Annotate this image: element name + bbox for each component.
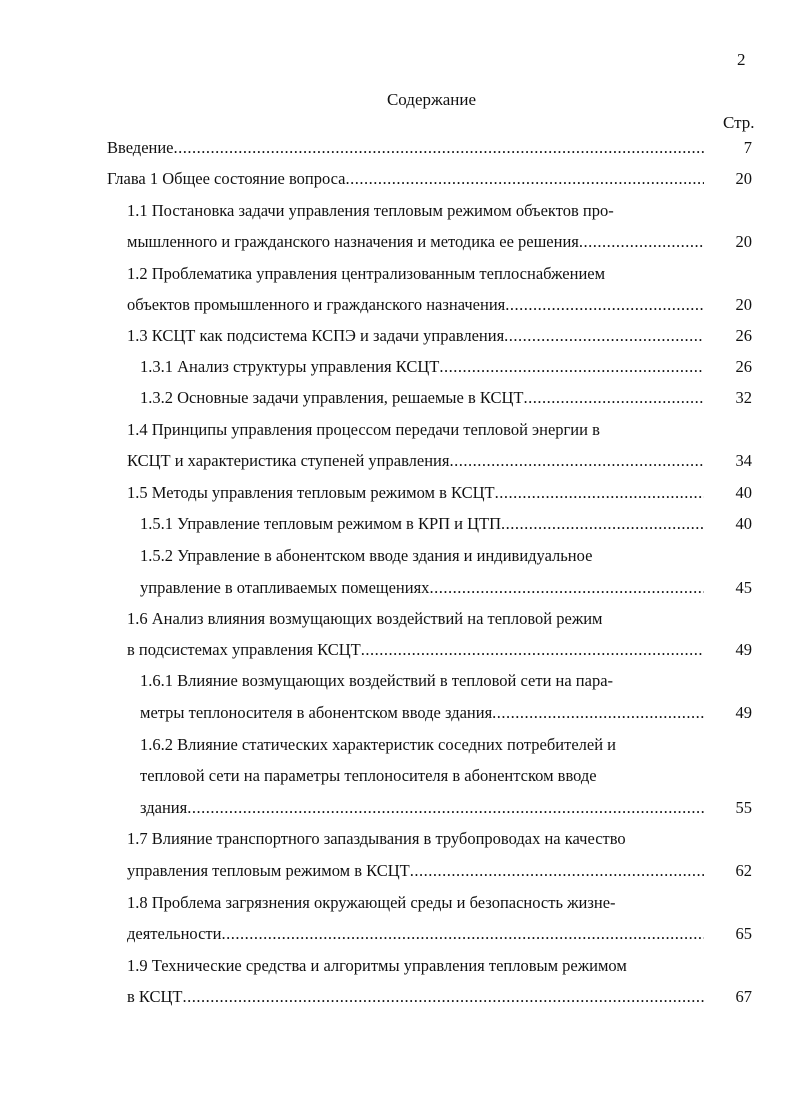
toc-entry-text: 1.5 Методы управления тепловым режимом в КСЦТ bbox=[127, 483, 495, 502]
toc-entry-text: Введение bbox=[107, 138, 174, 157]
toc-entry-s1-1b bbox=[127, 230, 752, 254]
toc-entry-text: управление в отапливаемых помещениях bbox=[140, 578, 430, 597]
dot-leader bbox=[410, 859, 704, 883]
dot-leader bbox=[187, 796, 704, 820]
toc-entry-page: 40 bbox=[735, 483, 752, 502]
toc-entry-s1-9b bbox=[127, 985, 752, 1009]
toc-entry-text: 1.6 Анализ влияния возмущающих воздействий на тепловой режим bbox=[127, 609, 603, 628]
toc-entry-page: 26 bbox=[735, 326, 752, 345]
toc-entry-text: в подсистемах управления КСЦТ bbox=[127, 640, 361, 659]
toc-entry-text: 1.6.1 Влияние возмущающих воздействий в тепловой сети на пара- bbox=[140, 671, 614, 690]
dot-leader bbox=[346, 167, 705, 191]
toc-entry-text: 1.5.2 Управление в абонентском вводе здания и индивидуальное bbox=[140, 546, 593, 565]
dot-leader bbox=[183, 985, 704, 1009]
toc-entry-s1-3-1 bbox=[140, 355, 752, 379]
toc-entry-page: 49 bbox=[735, 703, 752, 722]
dot-leader bbox=[221, 922, 704, 946]
toc-entry-text: деятельности bbox=[127, 924, 222, 943]
toc-entry-s1-6-2c bbox=[140, 796, 752, 820]
toc-entry-intro bbox=[107, 136, 752, 160]
toc-entry-s1-4a bbox=[127, 418, 680, 442]
toc-entry-s1-8a bbox=[127, 891, 690, 915]
dot-leader bbox=[449, 449, 704, 473]
toc-entry-s1-1a bbox=[127, 199, 712, 223]
dot-leader bbox=[523, 386, 704, 410]
toc-entry-page: 62 bbox=[735, 861, 752, 880]
dot-leader bbox=[495, 481, 704, 505]
toc-entry-text: объектов промышленного и гражданского назначения bbox=[127, 295, 506, 314]
page-column-label: Стр. bbox=[723, 113, 755, 132]
toc-entry-text: 1.3.1 Анализ структуры управления КСЦТ bbox=[140, 357, 440, 376]
toc-entry-s1-6-2a bbox=[140, 733, 700, 757]
toc-entry-text: мышленного и гражданского назначения и методика ее решения bbox=[127, 232, 579, 251]
toc-entry-text: 1.9 Технические средства и алгоритмы управления тепловым режимом bbox=[127, 956, 627, 975]
toc-entry-s1-9a bbox=[127, 954, 700, 978]
toc-entry-s1-6-2b bbox=[140, 764, 680, 788]
toc-entry-s1-7b bbox=[127, 859, 752, 883]
toc-entry-s1-5 bbox=[127, 481, 752, 505]
toc-entry-text: 1.7 Влияние транспортного запаздывания в трубопроводах на качество bbox=[127, 829, 626, 848]
toc-entry-s1-6a bbox=[127, 607, 680, 631]
toc-entry-text: 1.5.1 Управление тепловым режимом в КРП и ЦТП bbox=[140, 514, 502, 533]
toc-entry-s1-5-1 bbox=[140, 512, 752, 536]
toc-entry-page: 67 bbox=[735, 987, 752, 1006]
toc-entry-text: 1.6.2 Влияние статических характеристик соседних потребителей и bbox=[140, 735, 616, 754]
dot-leader bbox=[439, 355, 704, 379]
dot-leader bbox=[174, 136, 704, 160]
toc-entry-page: 26 bbox=[735, 357, 752, 376]
toc-entry-text: метры теплоносителя в абонентском вводе здания bbox=[140, 703, 493, 722]
toc-entry-text: КСЦТ и характеристика ступеней управления bbox=[127, 451, 450, 470]
toc-entry-page: 7 bbox=[743, 138, 752, 157]
toc-entry-page: 40 bbox=[735, 514, 752, 533]
toc-entry-text: здания bbox=[140, 798, 188, 817]
page-number: 2 bbox=[737, 50, 746, 69]
dot-leader bbox=[429, 576, 704, 600]
toc-entry-s1-2b bbox=[127, 293, 752, 317]
toc-entry-text: 1.8 Проблема загрязнения окружающей среды и безопасность жизне- bbox=[127, 893, 616, 912]
toc-entry-text: 1.3.2 Основные задачи управления, решаемые в КСЦТ bbox=[140, 388, 524, 407]
toc-title: Содержание bbox=[386, 90, 477, 109]
toc-entry-page: 20 bbox=[735, 169, 752, 188]
toc-entry-s1-2a bbox=[127, 262, 680, 286]
toc-entry-text: Глава 1 Общее состояние вопроса bbox=[107, 169, 346, 188]
toc-entry-page: 65 bbox=[735, 924, 752, 943]
toc-entry-text: тепловой сети на параметры теплоносителя в абонентском вводе bbox=[140, 766, 597, 785]
toc-entry-page: 20 bbox=[735, 232, 752, 251]
toc-entry-s1-7a bbox=[127, 827, 700, 851]
toc-entry-text: в КСЦТ bbox=[127, 987, 183, 1006]
toc-entry-s1-5-2a bbox=[140, 544, 680, 568]
toc-entry-s1-3-2 bbox=[140, 386, 752, 410]
toc-entry-page: 49 bbox=[735, 640, 752, 659]
toc-entry-text: 1.4 Принципы управления процессом передачи тепловой энергии в bbox=[127, 420, 600, 439]
dot-leader bbox=[504, 324, 704, 348]
toc-entry-page: 20 bbox=[735, 295, 752, 314]
toc-entry-s1-3 bbox=[127, 324, 752, 348]
toc-entry-s1-6-1b bbox=[140, 701, 752, 725]
dot-leader bbox=[579, 230, 704, 254]
toc-entry-s1-8b bbox=[127, 922, 752, 946]
toc-entry-s1-6-1a bbox=[140, 669, 690, 693]
toc-entry-page: 34 bbox=[735, 451, 752, 470]
toc-entry-text: 1.1 Постановка задачи управления тепловым режимом объектов про- bbox=[127, 201, 614, 220]
toc-entry-text: 1.3 КСЦТ как подсистема КСПЭ и задачи управления bbox=[127, 326, 505, 345]
toc-entry-page: 45 bbox=[735, 578, 752, 597]
toc-entry-text: управления тепловым режимом в КСЦТ bbox=[127, 861, 410, 880]
toc-entry-s1-5-2b bbox=[140, 576, 752, 600]
toc-entry-text: 1.2 Проблематика управления централизованным теплоснабжением bbox=[127, 264, 606, 283]
toc-entry-ch1 bbox=[107, 167, 752, 191]
toc-entry-page: 32 bbox=[735, 388, 752, 407]
dot-leader bbox=[505, 293, 704, 317]
dot-leader bbox=[501, 512, 704, 536]
dot-leader bbox=[492, 701, 704, 725]
toc-entry-page: 55 bbox=[735, 798, 752, 817]
toc-entry-s1-4b bbox=[127, 449, 752, 473]
toc-entry-s1-6b bbox=[127, 638, 752, 662]
dot-leader bbox=[361, 638, 704, 662]
